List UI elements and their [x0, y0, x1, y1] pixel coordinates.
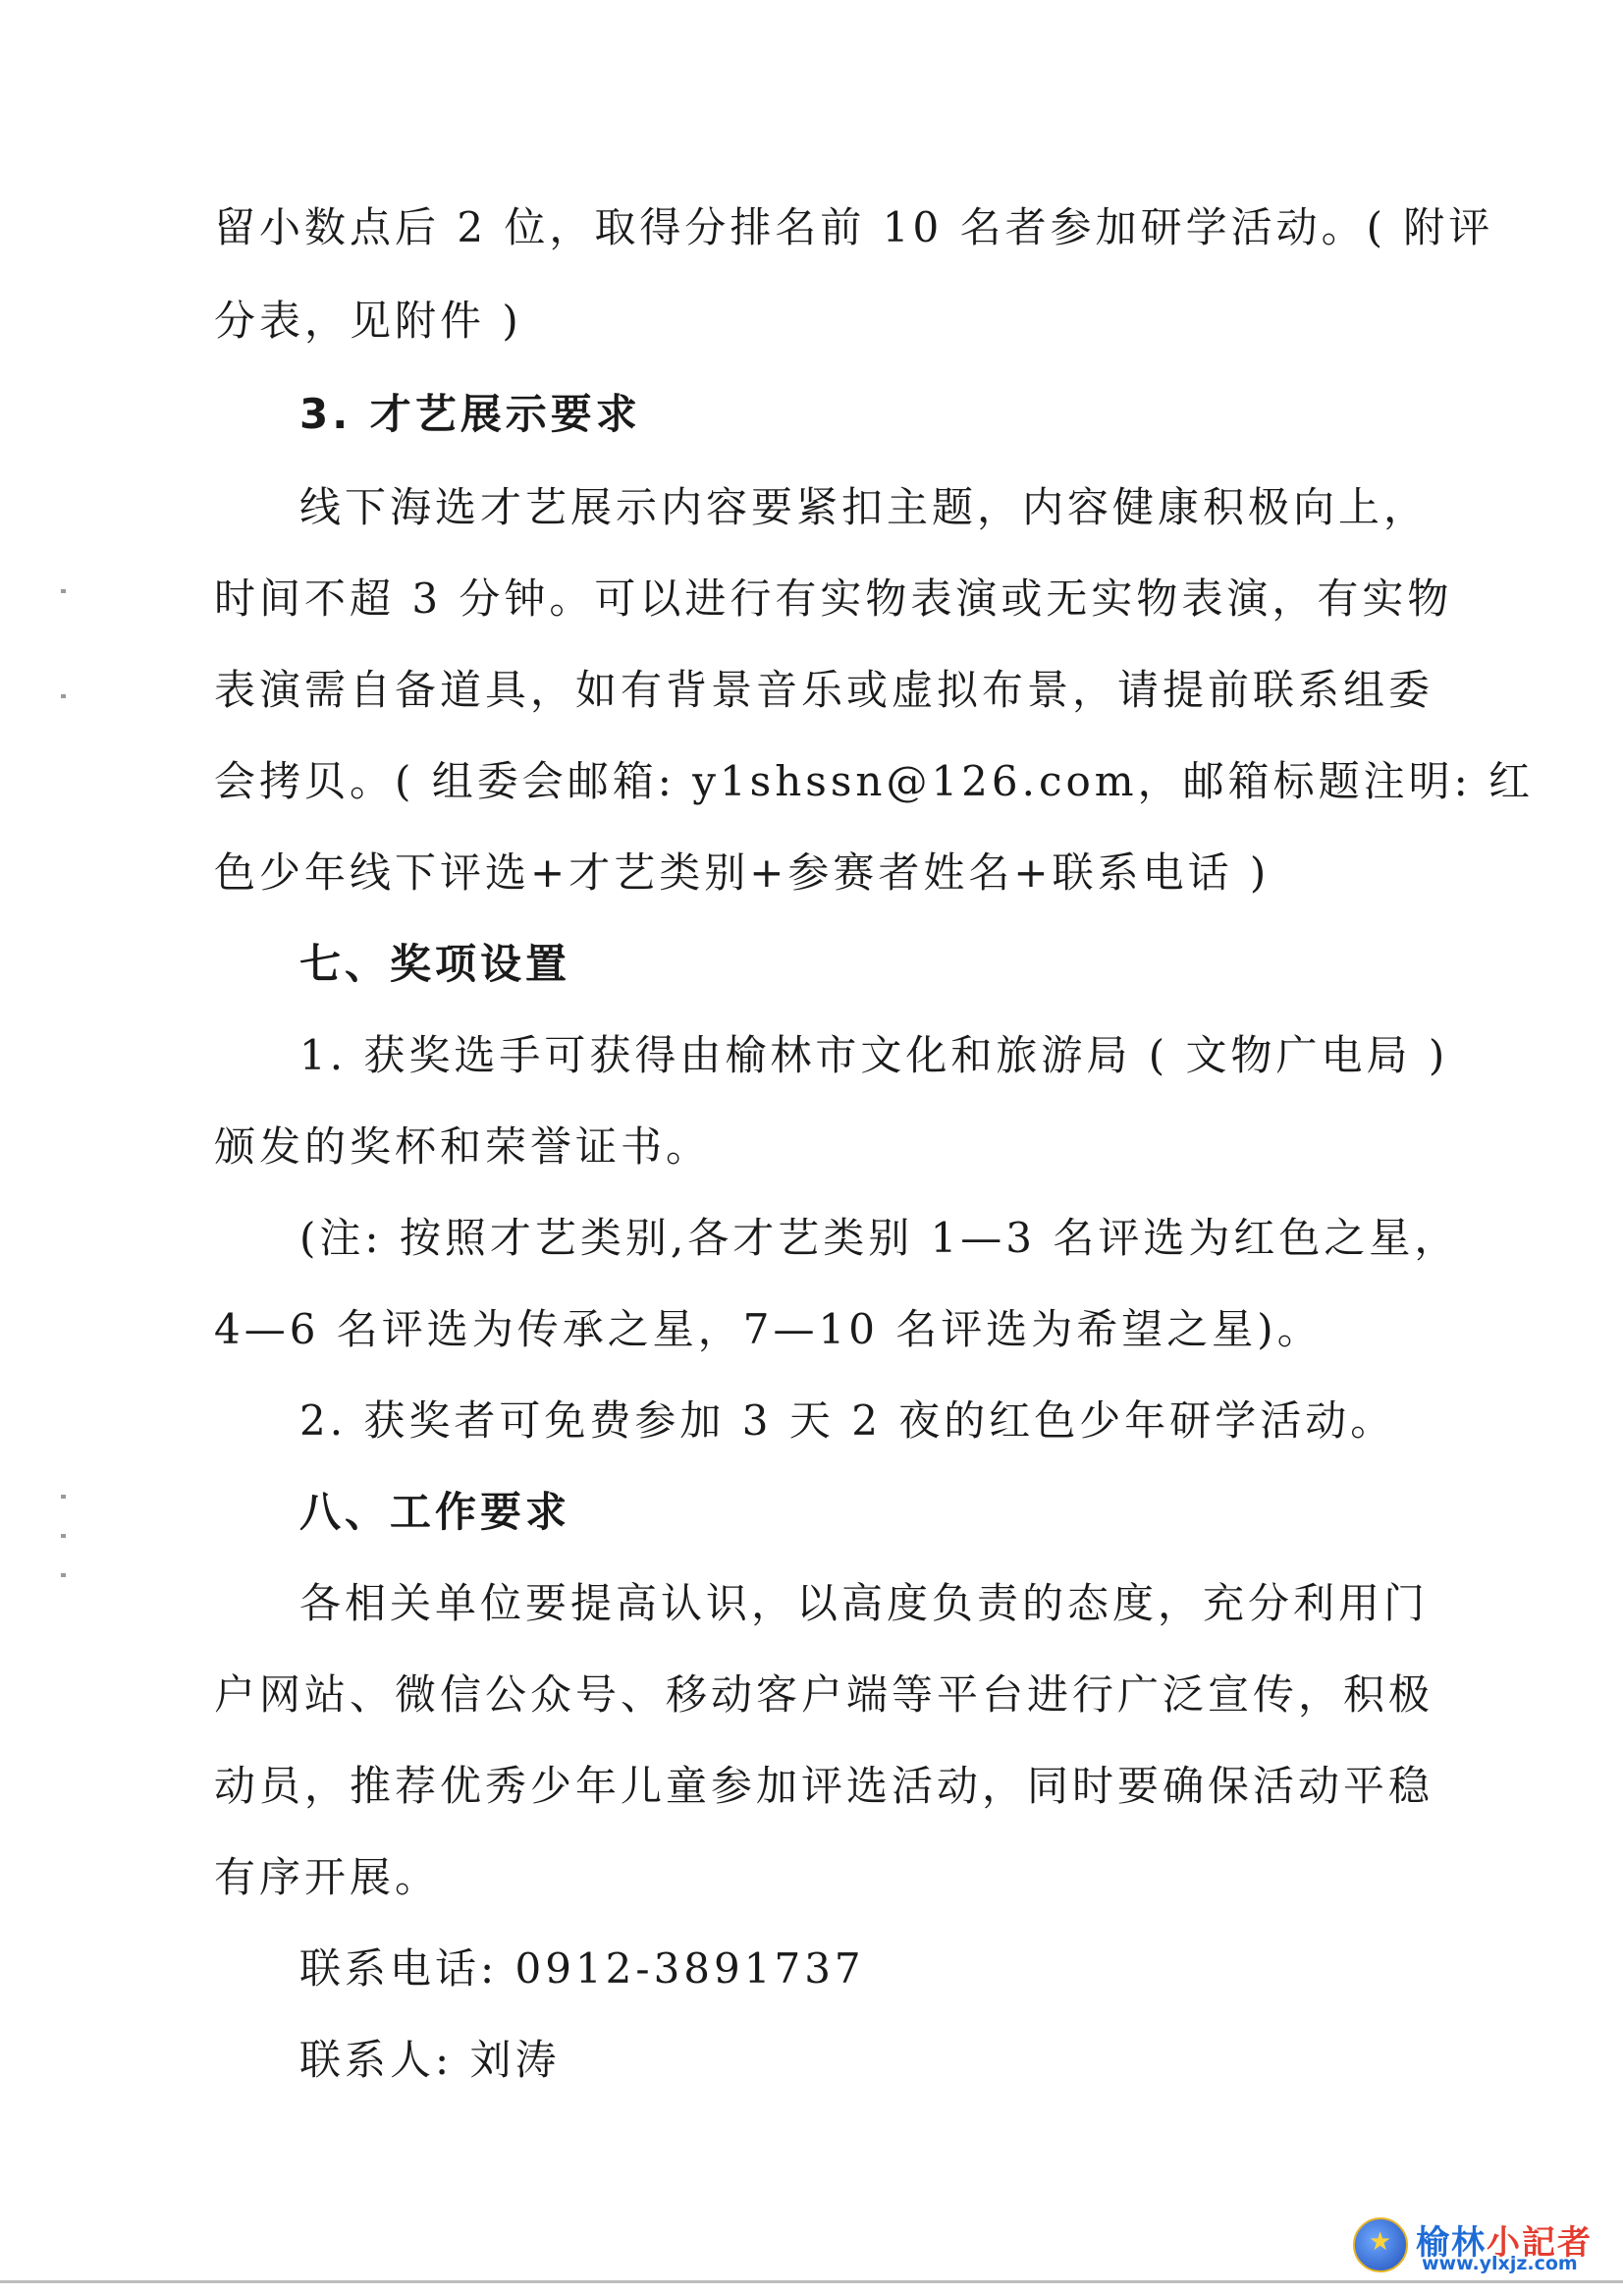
body-line: 表演需自备道具，如有背景音乐或虚拟布景，请提前联系组委	[214, 666, 1434, 714]
site-watermark-logo	[1353, 2215, 1610, 2274]
bottom-edge	[0, 2280, 1623, 2283]
scan-mark	[61, 589, 66, 593]
star-globe-logo-icon: ★	[1353, 2217, 1408, 2272]
watermark-title: 榆林小記者	[1416, 2223, 1593, 2263]
body-line: 留小数点后 2 位，取得分排名前 10 名者参加研学活动。( 附评	[214, 203, 1494, 251]
body-line: 动员，推荐优秀少年儿童参加评选活动，同时要确保活动平稳	[214, 1762, 1434, 1810]
body-line: 4—6 名评选为传承之星，7—10 名评选为希望之星)。	[214, 1305, 1323, 1353]
scan-mark	[61, 1573, 66, 1577]
body-line: (注: 按照才艺类别,各才艺类别 1—3 名评选为红色之星，	[299, 1214, 1460, 1262]
contact-phone: 联系电话: 0912-3891737	[299, 1944, 865, 1993]
watermark-url: www.ylxjz.com	[1422, 2253, 1578, 2274]
body-line: 分表，见附件 )	[214, 297, 522, 345]
section-heading: 八、工作要求	[299, 1488, 571, 1536]
contact-person: 联系人: 刘涛	[299, 2036, 561, 2084]
body-line: 时间不超 3 分钟。可以进行有实物表演或无实物表演，有实物	[214, 574, 1453, 623]
body-line: 户网站、微信公众号、移动客户端等平台进行广泛宣传，积极	[214, 1670, 1434, 1719]
body-line: 线下海选才艺展示内容要紧扣主题，内容健康积极向上，	[299, 483, 1430, 531]
section-heading: 七、奖项设置	[299, 940, 571, 988]
body-line: 1. 获奖选手可获得由榆林市文化和旅游局 ( 文物广电局 )	[299, 1031, 1449, 1079]
body-line: 2. 获奖者可免费参加 3 天 2 夜的红色少年研学活动。	[299, 1396, 1396, 1445]
body-line: 各相关单位要提高认识，以高度负责的态度，充分利用门	[299, 1579, 1430, 1627]
body-line: 会拷贝。( 组委会邮箱: y1shssn@126.com，邮箱标题注明: 红	[214, 757, 1535, 805]
scan-mark	[61, 694, 66, 698]
section-heading: 3. 才艺展示要求	[299, 390, 641, 438]
body-line: 色少年线下评选+才艺类别+参赛者姓名+联系电话 )	[214, 848, 1271, 897]
scan-mark	[61, 1495, 66, 1499]
body-line: 有序开展。	[214, 1853, 441, 1901]
scan-mark	[61, 1534, 66, 1538]
body-line: 颁发的奖杯和荣誉证书。	[214, 1122, 712, 1171]
